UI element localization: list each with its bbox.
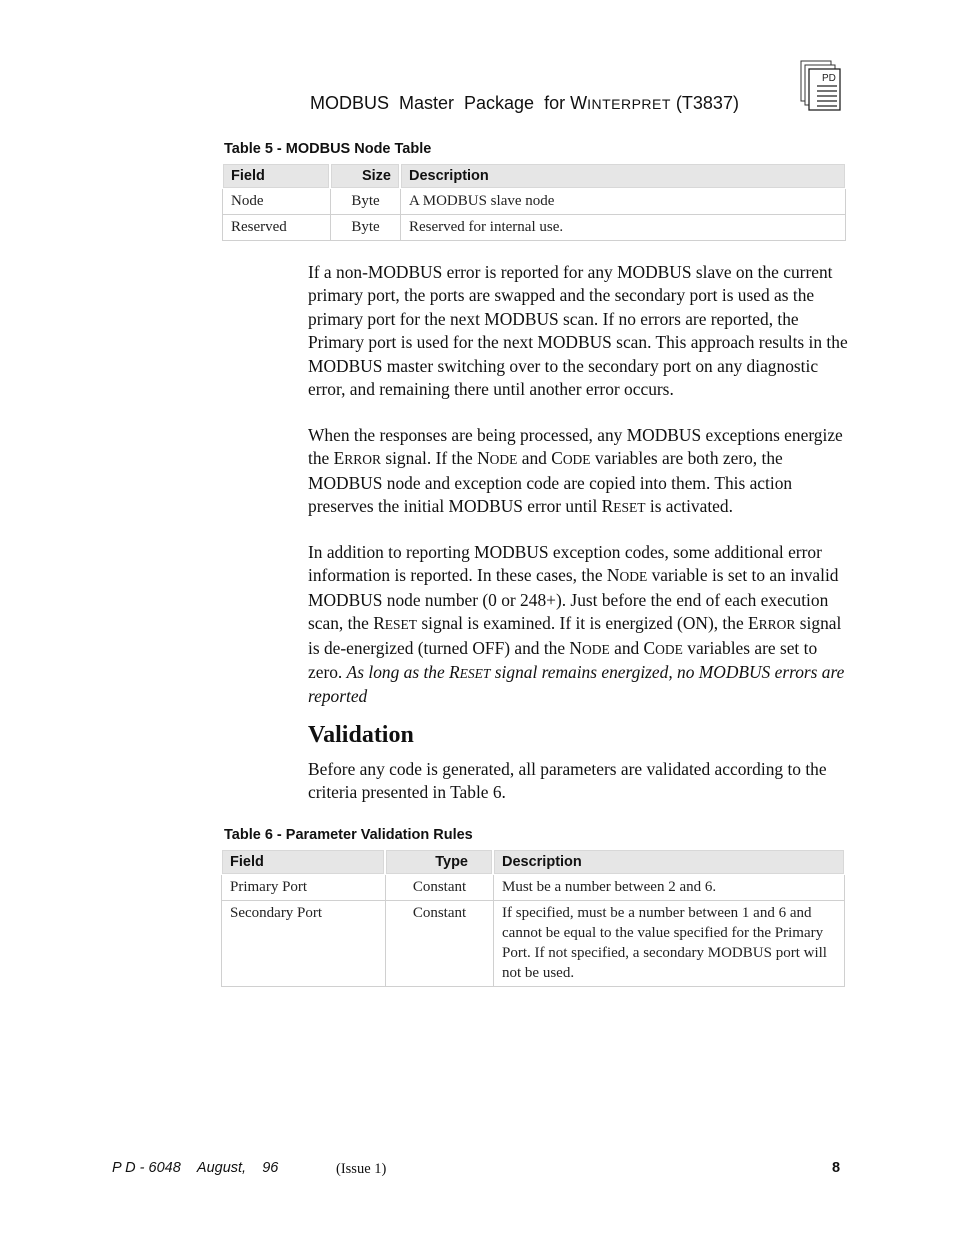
table-row bbox=[222, 215, 846, 241]
table5-cell: Reserved bbox=[222, 215, 330, 241]
table6-cell: Secondary Port bbox=[221, 901, 385, 987]
text-run: When the responses are being processed, any MODBUS exceptions energize the E bbox=[308, 425, 843, 469]
text-run: variable is set to an invalid MODBUS node number (0 or 248+). Just before the end of each execution scan, the R bbox=[308, 565, 839, 634]
smallcaps-run: ODE bbox=[655, 641, 683, 657]
table6-cell: Primary Port bbox=[221, 875, 385, 901]
smallcaps-run: ODE bbox=[619, 569, 648, 585]
header-title-suffix: (T3837) bbox=[670, 93, 739, 113]
table5-cell: A MODBUS slave node bbox=[400, 189, 846, 215]
paragraph-exceptions bbox=[308, 424, 848, 520]
paragraph-port-swap: If a non-MODBUS error is reported for any MODBUS slave on the current primary port, the ports are swapped and the secondary port is used as the primary port for the next MODBUS scan. If no errors are reported, the Primary port is used for the next MODBUS scan. This approach results in the MODBUS master switching over to the secondary port on any diagnostic error, and remaining there until another error occurs. bbox=[308, 262, 848, 400]
table6-header-type: Type bbox=[385, 849, 493, 875]
smallcaps-run: ESET bbox=[384, 617, 418, 633]
paragraph-validation-intro: Before any code is generated, all parameters are validated according to the criteria presented in Table 6. bbox=[308, 759, 827, 803]
italic-run: signal remains energized, no MODBUS errors are reported bbox=[308, 662, 845, 707]
table6-header-description: Description bbox=[493, 849, 845, 875]
table5-cell: Node bbox=[222, 189, 330, 215]
table5-header-row bbox=[222, 163, 846, 189]
footer-doc-info bbox=[112, 1160, 278, 1176]
smallcaps-run: ODE bbox=[562, 452, 591, 468]
text-run: signal is de-energized (turned OFF) and the N bbox=[308, 613, 842, 658]
text-run: In addition to reporting MODBUS exception codes, some additional error information is reported. In these cases, the N bbox=[308, 542, 822, 586]
table6-cell: If specified, must be a number between 1 and 6 and cannot be equal to the value specified for the Primary Port. If not specified, a secondary MODBUS port will not be used. bbox=[493, 901, 845, 987]
text-run: signal is examined. If it is energized (ON), the E bbox=[417, 613, 759, 634]
text-run: variables are set to zero. bbox=[308, 637, 818, 683]
text-run: and C bbox=[609, 637, 656, 658]
section-heading-validation: Validation bbox=[308, 722, 414, 748]
table6-header-field: Field bbox=[221, 849, 385, 875]
footer-date: August, 96 bbox=[196, 1160, 279, 1176]
italic-smallcaps-run: ESET bbox=[459, 666, 491, 682]
table5-header-description: Description bbox=[400, 163, 846, 189]
header-title-prefix: MODBUS Master Package for W bbox=[310, 93, 588, 113]
running-header bbox=[310, 93, 790, 114]
smallcaps-run: RROR bbox=[344, 452, 381, 468]
text-run: and C bbox=[517, 448, 563, 469]
smallcaps-run: ODE bbox=[489, 452, 518, 468]
table5 bbox=[222, 163, 846, 241]
table5-cell: Reserved for internal use. bbox=[400, 215, 846, 241]
table6-header-row bbox=[221, 849, 845, 875]
table-row bbox=[221, 875, 845, 901]
smallcaps-run: ODE bbox=[582, 641, 610, 657]
table5-header-field: Field bbox=[222, 163, 330, 189]
logo-text: PD bbox=[822, 73, 836, 84]
text-run: variables are both zero, the MODBUS node and exception code are copied into them. This action preserves the initial MODBUS error until R bbox=[308, 448, 793, 517]
italic-run: As long as the R bbox=[346, 662, 460, 683]
table-row bbox=[221, 901, 845, 987]
footer-doc-id: P D - 6048 bbox=[112, 1160, 181, 1176]
table5-cell: Byte bbox=[330, 189, 400, 215]
page-number: 8 bbox=[832, 1160, 841, 1176]
text-run: signal. If the N bbox=[380, 448, 490, 469]
text-run: is activated. bbox=[645, 496, 733, 517]
table6-caption: Table 6 - Parameter Validation Rules bbox=[224, 827, 473, 843]
pd-logo-icon bbox=[800, 60, 842, 112]
table6-cell: Constant bbox=[385, 875, 493, 901]
smallcaps-run: ESET bbox=[613, 500, 646, 516]
table6 bbox=[221, 849, 845, 987]
footer-issue: (Issue 1) bbox=[336, 1161, 387, 1177]
paragraph-additional-errors bbox=[308, 541, 848, 709]
table5-header-size: Size bbox=[330, 163, 400, 189]
table5-caption: Table 5 - MODBUS Node Table bbox=[224, 141, 432, 157]
table-row bbox=[222, 189, 846, 215]
table6-cell: Constant bbox=[385, 901, 493, 987]
smallcaps-run: RROR bbox=[758, 617, 796, 633]
table5-cell: Byte bbox=[330, 215, 400, 241]
table6-cell: Must be a number between 2 and 6. bbox=[493, 875, 845, 901]
header-title-smallcaps: INTERPRET bbox=[587, 96, 671, 112]
